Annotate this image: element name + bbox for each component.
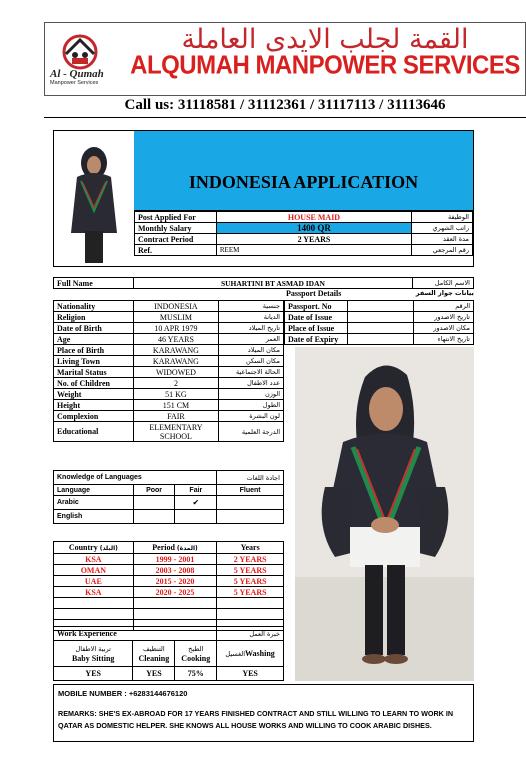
job-label: Contract Period bbox=[135, 234, 217, 245]
abroad-years: 5 YEARS bbox=[217, 587, 284, 598]
full-name-label: Full Name bbox=[54, 278, 134, 289]
abroad-country: KSA bbox=[54, 587, 134, 598]
detail-label-arabic: جنسية bbox=[219, 301, 284, 312]
detail-label: Complexion bbox=[54, 411, 134, 422]
abroad-header-period bbox=[133, 542, 217, 554]
application-title: INDONESIA APPLICATION bbox=[188, 172, 419, 192]
detail-label: Religion bbox=[54, 312, 134, 323]
detail-label-arabic: مكان السكن bbox=[219, 356, 284, 367]
detail-label-arabic: العمر bbox=[219, 334, 284, 345]
table-row bbox=[54, 667, 284, 681]
passport-label: Passport. No bbox=[285, 301, 348, 312]
languages-table bbox=[53, 470, 284, 524]
abroad-country: OMAN bbox=[54, 565, 134, 576]
languages-title: Knowledge of Languages bbox=[54, 471, 217, 485]
skill-value: YES bbox=[54, 667, 133, 681]
detail-label: Marital Status bbox=[54, 367, 134, 378]
skill-name: Washing bbox=[245, 649, 275, 658]
passport-header bbox=[286, 289, 474, 298]
empty-cell bbox=[54, 609, 134, 620]
abroad-header-label: Period bbox=[152, 543, 175, 552]
detail-label: Nationality bbox=[54, 301, 134, 312]
skill-arabic: تربية الاطفال bbox=[75, 644, 111, 653]
abroad-period: 2003 - 2008 bbox=[133, 565, 217, 576]
detail-label-arabic: الوزن bbox=[219, 389, 284, 400]
passport-value bbox=[347, 334, 413, 345]
language-fair bbox=[175, 510, 217, 524]
detail-label-arabic: الطول bbox=[219, 400, 284, 411]
table-row bbox=[54, 323, 284, 334]
job-label: Ref. bbox=[135, 245, 217, 256]
table-row bbox=[54, 510, 284, 524]
job-label: Monthly Salary bbox=[135, 223, 217, 234]
detail-value: 51 KG bbox=[133, 389, 219, 400]
table-row bbox=[54, 334, 284, 345]
company-name-arabic: القمة لجلب الايدى العاملة bbox=[181, 24, 469, 55]
job-details-table bbox=[134, 211, 473, 256]
abroad-years: 5 YEARS bbox=[217, 576, 284, 587]
language-header: Fair bbox=[175, 485, 217, 496]
table-row bbox=[54, 378, 284, 389]
detail-value: 2 bbox=[133, 378, 219, 389]
detail-value: FAIR bbox=[133, 411, 219, 422]
language-header: Poor bbox=[133, 485, 175, 496]
salary-value: 1400 QR bbox=[216, 223, 411, 234]
detail-value: WIDOWED bbox=[133, 367, 219, 378]
language-header: Fluent bbox=[217, 485, 284, 496]
table-row bbox=[285, 334, 474, 345]
table-row bbox=[54, 641, 284, 667]
detail-value: KARAWANG bbox=[133, 345, 219, 356]
logo-emblem-icon bbox=[50, 30, 120, 70]
language-name: Arabic bbox=[54, 496, 134, 510]
personal-details-table bbox=[53, 300, 284, 442]
job-label-arabic: مدة العقد bbox=[412, 234, 473, 245]
language-fluent bbox=[217, 496, 284, 510]
job-label-arabic: الوظيفة bbox=[412, 212, 473, 223]
table-row bbox=[54, 312, 284, 323]
passport-value bbox=[347, 312, 413, 323]
logo-text: Al - Qumah bbox=[50, 68, 104, 80]
table-row bbox=[54, 554, 284, 565]
language-poor bbox=[133, 496, 175, 510]
language-fair: ✔ bbox=[175, 496, 217, 510]
table-row bbox=[54, 411, 284, 422]
abroad-period: 2015 - 2020 bbox=[133, 576, 217, 587]
full-name-table bbox=[53, 277, 474, 289]
abroad-country: UAE bbox=[54, 576, 134, 587]
skill-header bbox=[217, 641, 284, 667]
table-row bbox=[54, 389, 284, 400]
skill-name: Baby Sitting bbox=[71, 653, 115, 663]
detail-label: Age bbox=[54, 334, 134, 345]
detail-value: 46 YEARS bbox=[133, 334, 219, 345]
table-row bbox=[54, 301, 284, 312]
language-fluent bbox=[217, 510, 284, 524]
detail-value: MUSLIM bbox=[133, 312, 219, 323]
passport-header-title: Passport Details bbox=[286, 289, 342, 298]
table-row bbox=[285, 323, 474, 334]
passport-label-arabic: تاريخ الانتهاء bbox=[414, 334, 474, 345]
table-row bbox=[135, 234, 473, 245]
abroad-header-years: Years bbox=[217, 542, 284, 554]
passport-label: Place of Issue bbox=[285, 323, 348, 334]
full-name-label-arabic: الاسم الكامل bbox=[413, 278, 474, 289]
detail-label: Date of Birth bbox=[54, 323, 134, 334]
passport-label-arabic: الرقم bbox=[414, 301, 474, 312]
abroad-header-label: Country bbox=[68, 543, 98, 552]
empty-cell bbox=[54, 598, 134, 609]
language-name: English bbox=[54, 510, 134, 524]
skill-value: YES bbox=[217, 667, 284, 681]
table-row bbox=[54, 422, 284, 442]
work-experience-title: Work Experience bbox=[54, 627, 217, 641]
detail-label: Educational bbox=[54, 422, 134, 442]
table-row bbox=[54, 576, 284, 587]
abroad-period: 1999 - 2001 bbox=[133, 554, 217, 565]
job-value: HOUSE MAID bbox=[216, 212, 411, 223]
table-row bbox=[54, 598, 284, 609]
abroad-header-arabic: (البلد) bbox=[99, 545, 118, 552]
company-name: ALQUMAH MANPOWER SERVICES bbox=[130, 50, 520, 81]
detail-value: ELEMENTARY SCHOOL bbox=[133, 422, 219, 442]
table-row bbox=[285, 312, 474, 323]
detail-value: 151 CM bbox=[133, 400, 219, 411]
languages-title-arabic: اجادة اللغات bbox=[217, 471, 284, 485]
detail-label: Place of Birth bbox=[54, 345, 134, 356]
empty-cell bbox=[133, 609, 217, 620]
job-value: REEM bbox=[216, 245, 411, 256]
passport-table bbox=[284, 300, 474, 345]
table-row bbox=[135, 245, 473, 256]
passport-label-arabic: تاريخ الاصدور bbox=[414, 312, 474, 323]
table-row bbox=[54, 400, 284, 411]
detail-label: No. of Children bbox=[54, 378, 134, 389]
table-row bbox=[54, 471, 284, 485]
work-experience-title-arabic: خبرة العمل bbox=[217, 627, 284, 641]
abroad-years: 5 YEARS bbox=[217, 565, 284, 576]
abroad-header-country bbox=[54, 542, 134, 554]
detail-label-arabic: تاريخ الميلاد bbox=[219, 323, 284, 334]
passport-label-arabic: مكان الاصدور bbox=[414, 323, 474, 334]
work-experience-table bbox=[53, 626, 284, 681]
table-row bbox=[54, 627, 284, 641]
detail-label: Living Town bbox=[54, 356, 134, 367]
logo-subtext: Manpower Services bbox=[50, 80, 99, 86]
job-label-arabic: راتب الشهري bbox=[412, 223, 473, 234]
job-value: 2 YEARS bbox=[216, 234, 411, 245]
remarks-text: REMARKS: SHE'S EX-ABROAD FOR 17 YEARS FINISHED CONTRACT AND STILL WILLING TO LEARN TO WORK IN QATAR AS DOMESTIC HELPER. SHE KNOWS ALL HOUSE WORKS AND WILLING TO COOK ARABIC DISHES. bbox=[58, 709, 454, 730]
skill-value: YES bbox=[133, 667, 175, 681]
table-row bbox=[135, 223, 473, 234]
abroad-country: KSA bbox=[54, 554, 134, 565]
table-row bbox=[54, 356, 284, 367]
skill-header bbox=[54, 641, 133, 667]
skill-header bbox=[175, 641, 217, 667]
table-row bbox=[285, 301, 474, 312]
table-row bbox=[54, 542, 284, 554]
skill-name: Cleaning bbox=[138, 653, 170, 663]
passport-header-arabic: بيانات جواز السفر bbox=[415, 289, 474, 297]
passport-value bbox=[347, 301, 413, 312]
table-row bbox=[135, 212, 473, 223]
passport-value bbox=[347, 323, 413, 334]
detail-value: 10 APR 1979 bbox=[133, 323, 219, 334]
call-us-line: Call us: 31118581 / 31112361 / 31117113 / 31113646 bbox=[124, 97, 446, 113]
skill-arabic: التنظيف bbox=[142, 644, 165, 653]
table-row bbox=[54, 485, 284, 496]
language-poor bbox=[133, 510, 175, 524]
applicant-photo-small bbox=[55, 133, 133, 266]
table-row bbox=[54, 367, 284, 378]
detail-label-arabic: عدد الاطفال bbox=[219, 378, 284, 389]
abroad-header-arabic: (المدة) bbox=[176, 545, 198, 552]
table-row bbox=[54, 587, 284, 598]
abroad-experience-table bbox=[53, 541, 284, 631]
detail-label: Height bbox=[54, 400, 134, 411]
passport-label: Date of Issue bbox=[285, 312, 348, 323]
table-row bbox=[54, 609, 284, 620]
applicant-photo-full bbox=[295, 347, 474, 681]
detail-value: KARAWANG bbox=[133, 356, 219, 367]
passport-label: Date of Expiry bbox=[285, 334, 348, 345]
header-divider bbox=[44, 117, 526, 118]
table-row bbox=[54, 345, 284, 356]
empty-cell bbox=[133, 598, 217, 609]
detail-label-arabic: الدرجة العلمية bbox=[219, 422, 284, 442]
job-label-arabic: رقم المرجعي bbox=[412, 245, 473, 256]
detail-label-arabic: الحالة الاجتماعية bbox=[219, 367, 284, 378]
job-label: Post Applied For bbox=[135, 212, 217, 223]
skill-header bbox=[133, 641, 175, 667]
application-banner bbox=[134, 131, 473, 211]
empty-cell bbox=[217, 598, 284, 609]
abroad-years: 2 YEARS bbox=[217, 554, 284, 565]
language-header: Language bbox=[54, 485, 134, 496]
skill-arabic: الغسيل bbox=[225, 650, 245, 658]
table-row bbox=[54, 278, 474, 289]
skill-arabic: الطبخ bbox=[188, 644, 204, 653]
detail-label-arabic: لون البشرة bbox=[219, 411, 284, 422]
detail-label-arabic: الديانة bbox=[219, 312, 284, 323]
detail-value: INDONESIA bbox=[133, 301, 219, 312]
table-row bbox=[54, 496, 284, 510]
abroad-period: 2020 - 2025 bbox=[133, 587, 217, 598]
detail-label-arabic: مكان الميلاد bbox=[219, 345, 284, 356]
skill-name: Cooking bbox=[181, 653, 211, 663]
empty-cell bbox=[217, 609, 284, 620]
full-name-value: SUHARTINI BT ASMAD IDAN bbox=[133, 278, 412, 289]
table-row bbox=[54, 565, 284, 576]
mobile-number: MOBILE NUMBER : +6283144676120 bbox=[58, 689, 188, 698]
skill-value: 75% bbox=[175, 667, 217, 681]
detail-label: Weight bbox=[54, 389, 134, 400]
